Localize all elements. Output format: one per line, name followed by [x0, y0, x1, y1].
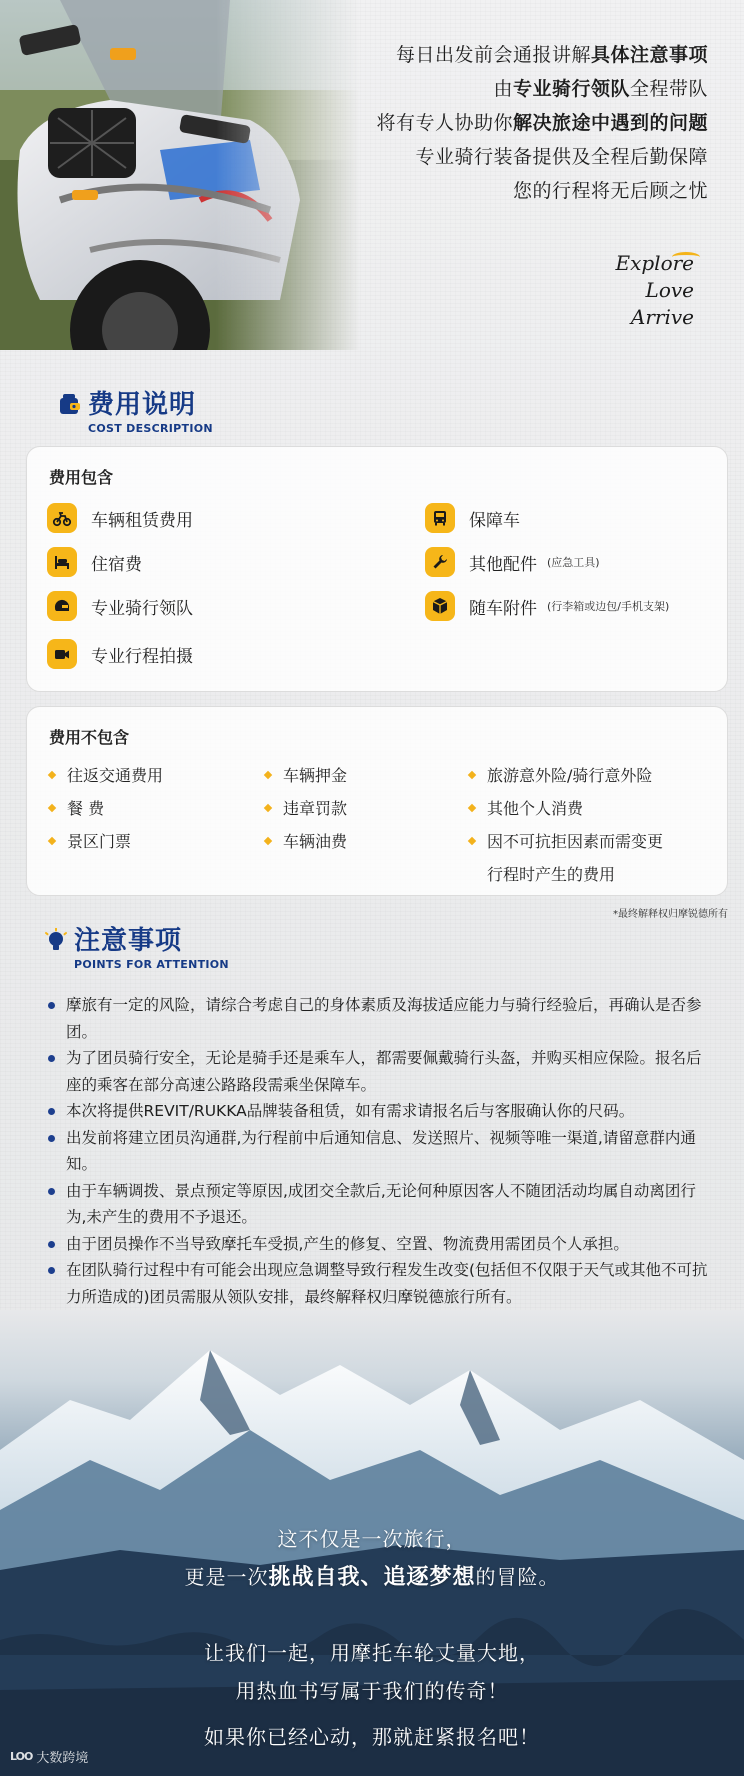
excluded-item: 景区门票: [49, 825, 131, 858]
watermark: [10, 1747, 88, 1766]
included-label: 其他配件: [469, 554, 537, 575]
footnote: *最终解释权归摩锐德所有: [613, 909, 728, 920]
bullet-diamond-icon: [48, 837, 56, 845]
slogan-accent-mark: [672, 252, 700, 262]
included-label: 住宿费: [91, 554, 142, 575]
excluded-item: 旅游意外险/骑行意外险: [469, 759, 652, 792]
slogan-explore: Explore: [615, 251, 694, 275]
cost-section-heading: [58, 390, 213, 436]
included-item-lodging: [47, 547, 142, 577]
cost-title-en: COST DESCRIPTION: [88, 422, 213, 435]
note-item: 由于团员操作不当导致摩托车受损,产生的修复、空置、物流费用需团员个人承担。: [46, 1231, 716, 1258]
camera-icon: [47, 639, 77, 669]
bullet-diamond-icon: [468, 804, 476, 812]
excluded-item-force-majeure: 因不可抗拒因素而需变更 行程时产生的费用: [469, 825, 663, 891]
excluded-item: 违章罚款: [265, 792, 347, 825]
closing-line-2: 更是一次挑战自我、追逐梦想的冒险。: [184, 1565, 560, 1590]
bed-icon: [47, 547, 77, 577]
intro-line-1: 每日出发前会通报讲解具体注意事项: [395, 44, 708, 66]
helmet-icon: [47, 591, 77, 621]
note-item: 摩旅有一定的风险，请综合考虑自己的身体素质及海拔适应能力与骑行经验后，再确认是否参团。: [46, 992, 716, 1045]
hero-section: [0, 0, 744, 360]
bullet-diamond-icon: [468, 771, 476, 779]
included-item-attachments: [425, 591, 669, 621]
note-item: 出发前将建立团员沟通群,为行程前中后通知信息、发送照片、视频等唯一渠道,请留意群内通知。: [46, 1125, 716, 1178]
lightbulb-icon: [44, 928, 68, 956]
excluded-item: 餐 费: [49, 792, 104, 825]
notes-title-cn: 注意事项: [74, 926, 183, 956]
closing-line-5: 如果你已经心动，那就赶紧报名吧！: [204, 1725, 540, 1749]
cost-excluded-card: [26, 706, 728, 896]
included-note: (行李箱或边包/手机支架): [547, 600, 670, 613]
intro-line-5: 您的行程将无后顾之忧: [512, 180, 708, 202]
slogan-arrive: Arrive: [630, 305, 694, 329]
note-item: 本次将提供REVIT/RUKKA品牌装备租赁，如有需求请报名后与客服确认你的尺码。: [46, 1098, 716, 1125]
closing-line-3: 让我们一起，用摩托车轮丈量大地，: [204, 1641, 540, 1665]
included-label: 专业骑行领队: [91, 598, 193, 619]
motorcycle-icon: [47, 503, 77, 533]
included-label: 保障车: [469, 510, 520, 531]
wrench-icon: [425, 547, 455, 577]
note-item: 为了团员骑行安全，无论是骑手还是乘车人，都需要佩戴骑行头盔，并购买相应保险。报名后座的乘客在部分高速公路路段需乘坐保障车。: [46, 1045, 716, 1098]
notes-section-heading: [44, 926, 229, 972]
intro-text: [376, 38, 708, 208]
note-item: 在团队骑行过程中有可能会出现应急调整导致行程发生改变(包括但不仅限于天气或其他不可抗力所造成的)团员需服从领队安排，最终解释权归摩锐德旅行所有。: [46, 1257, 716, 1310]
closing-line-4: 用热血书写属于我们的传奇！: [235, 1679, 509, 1703]
bullet-diamond-icon: [48, 771, 56, 779]
closing-line-1: 这不仅是一次旅行，: [277, 1527, 467, 1551]
bullet-diamond-icon: [468, 837, 476, 845]
included-label: 专业行程拍摄: [91, 646, 193, 667]
excluded-item: 往返交通费用: [49, 759, 163, 792]
closing-message-2: [0, 1634, 744, 1710]
included-label: 随车附件: [469, 598, 537, 619]
bus-icon: [425, 503, 455, 533]
slogan-love: Love: [645, 278, 694, 302]
note-item: 由于车辆调拨、景点预定等原因,成团交全款后,无论何种原因客人不随团活动均属自动离团行为,未产生的费用不予退还。: [46, 1178, 716, 1231]
box-icon: [425, 591, 455, 621]
notes-title-en: POINTS FOR ATTENTION: [74, 958, 229, 971]
excluded-item: 其他个人消费: [469, 792, 583, 825]
excluded-item: 车辆押金: [265, 759, 347, 792]
intro-line-4: 专业骑行装备提供及全程后勤保障: [415, 146, 708, 168]
cost-included-card: [26, 446, 728, 692]
watermark-text: 大数跨境: [36, 1751, 89, 1766]
closing-message-1: [0, 1520, 744, 1597]
motorcycle-photo: [0, 0, 360, 350]
bullet-diamond-icon: [48, 804, 56, 812]
included-item-accessories: [425, 547, 600, 577]
bullet-diamond-icon: [264, 804, 272, 812]
watermark-logo: LOO: [10, 1750, 33, 1763]
included-item-rental: [47, 503, 193, 533]
included-item-guide: [47, 591, 193, 621]
excluded-item: 车辆油费: [265, 825, 347, 858]
notes-list: [46, 992, 716, 1310]
excluded-title: 费用不包含: [49, 728, 130, 747]
excluded-item-continuation: 行程时产生的费用: [487, 865, 616, 884]
included-label: 车辆租赁费用: [91, 510, 193, 531]
included-title: 费用包含: [49, 468, 114, 487]
slogan: [615, 250, 694, 331]
included-note: (应急工具): [547, 556, 600, 569]
wallet-icon: [58, 392, 82, 420]
included-item-support-vehicle: [425, 503, 520, 533]
closing-message-3: [0, 1718, 744, 1756]
bullet-diamond-icon: [264, 837, 272, 845]
intro-line-3: 将有专人协助你解决旅途中遇到的问题: [376, 112, 708, 134]
bullet-diamond-icon: [264, 771, 272, 779]
intro-line-2: 由专业骑行领队全程带队: [493, 78, 708, 100]
cost-title-cn: 费用说明: [88, 390, 197, 420]
included-item-photography: [47, 639, 193, 669]
